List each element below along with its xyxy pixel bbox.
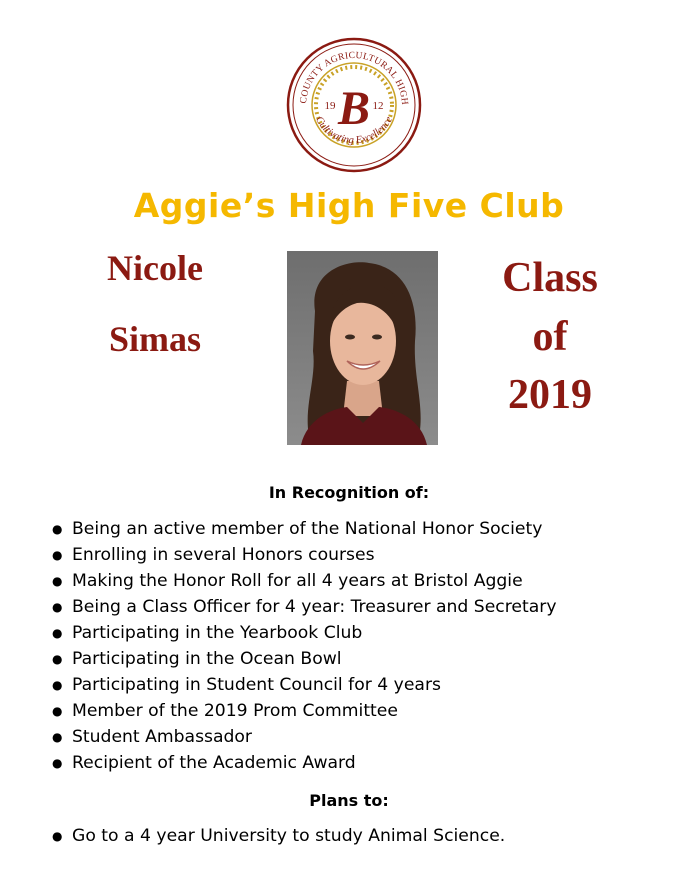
list-item xyxy=(52,823,505,849)
recognition-list xyxy=(52,516,557,776)
list-item xyxy=(52,698,557,724)
plans-heading: Plans to: xyxy=(309,791,389,810)
list-item xyxy=(52,594,557,620)
list-item xyxy=(52,724,557,750)
list-item-text: Enrolling in several Honors courses xyxy=(72,545,375,565)
bullet-icon: ● xyxy=(52,730,63,744)
school-seal-logo xyxy=(284,36,424,174)
list-item xyxy=(52,620,557,646)
list-item-text: Being an active member of the National Honor Society xyxy=(72,519,543,539)
bullet-icon: ● xyxy=(52,829,63,843)
list-item-text: Participating in the Yearbook Club xyxy=(72,623,363,643)
list-item xyxy=(52,646,557,672)
list-item-text: Making the Honor Roll for all 4 years at Bristol Aggie xyxy=(72,571,523,591)
list-item-text: Recipient of the Academic Award xyxy=(72,753,356,773)
class-label: Class xyxy=(502,255,598,301)
bullet-icon: ● xyxy=(52,548,63,562)
bullet-icon: ● xyxy=(52,600,63,614)
bullet-icon: ● xyxy=(52,756,63,770)
seal-monogram: B xyxy=(337,82,371,135)
student-last-name: Simas xyxy=(108,319,202,359)
bullet-icon: ● xyxy=(52,652,63,666)
bullet-icon: ● xyxy=(52,574,63,588)
class-year: 2019 xyxy=(508,372,592,418)
list-item xyxy=(52,750,557,776)
list-item xyxy=(52,672,557,698)
bullet-icon: ● xyxy=(52,704,63,718)
list-item-text: Go to a 4 year University to study Animal Science. xyxy=(72,826,506,846)
list-item-text: Student Ambassador xyxy=(72,727,252,747)
seal-ring-text-top: COUNTY AGRICULTURAL HIGH xyxy=(298,50,410,106)
list-item-text: Participating in the Ocean Bowl xyxy=(72,649,342,669)
bullet-icon: ● xyxy=(52,522,63,536)
student-photo xyxy=(287,251,438,445)
club-title: Aggie’s High Five Club xyxy=(133,186,565,225)
seal-year-left: 19 xyxy=(324,100,336,112)
recognition-heading: In Recognition of: xyxy=(268,483,430,502)
seal-ring-text-bottom: Cultivating Excellence xyxy=(313,114,395,147)
list-item-text: Member of the 2019 Prom Committee xyxy=(72,701,398,721)
list-item xyxy=(52,542,557,568)
plans-list xyxy=(52,823,505,849)
list-item xyxy=(52,516,557,542)
list-item-text: Participating in Student Council for 4 years xyxy=(72,675,441,695)
bullet-icon: ● xyxy=(52,626,63,640)
class-of-label: of xyxy=(532,314,568,360)
bullet-icon: ● xyxy=(52,678,63,692)
list-item-text: Being a Class Officer for 4 year: Treasurer and Secretary xyxy=(72,597,557,617)
seal-year-right: 12 xyxy=(372,100,384,112)
student-first-name: Nicole xyxy=(107,248,203,288)
list-item xyxy=(52,568,557,594)
